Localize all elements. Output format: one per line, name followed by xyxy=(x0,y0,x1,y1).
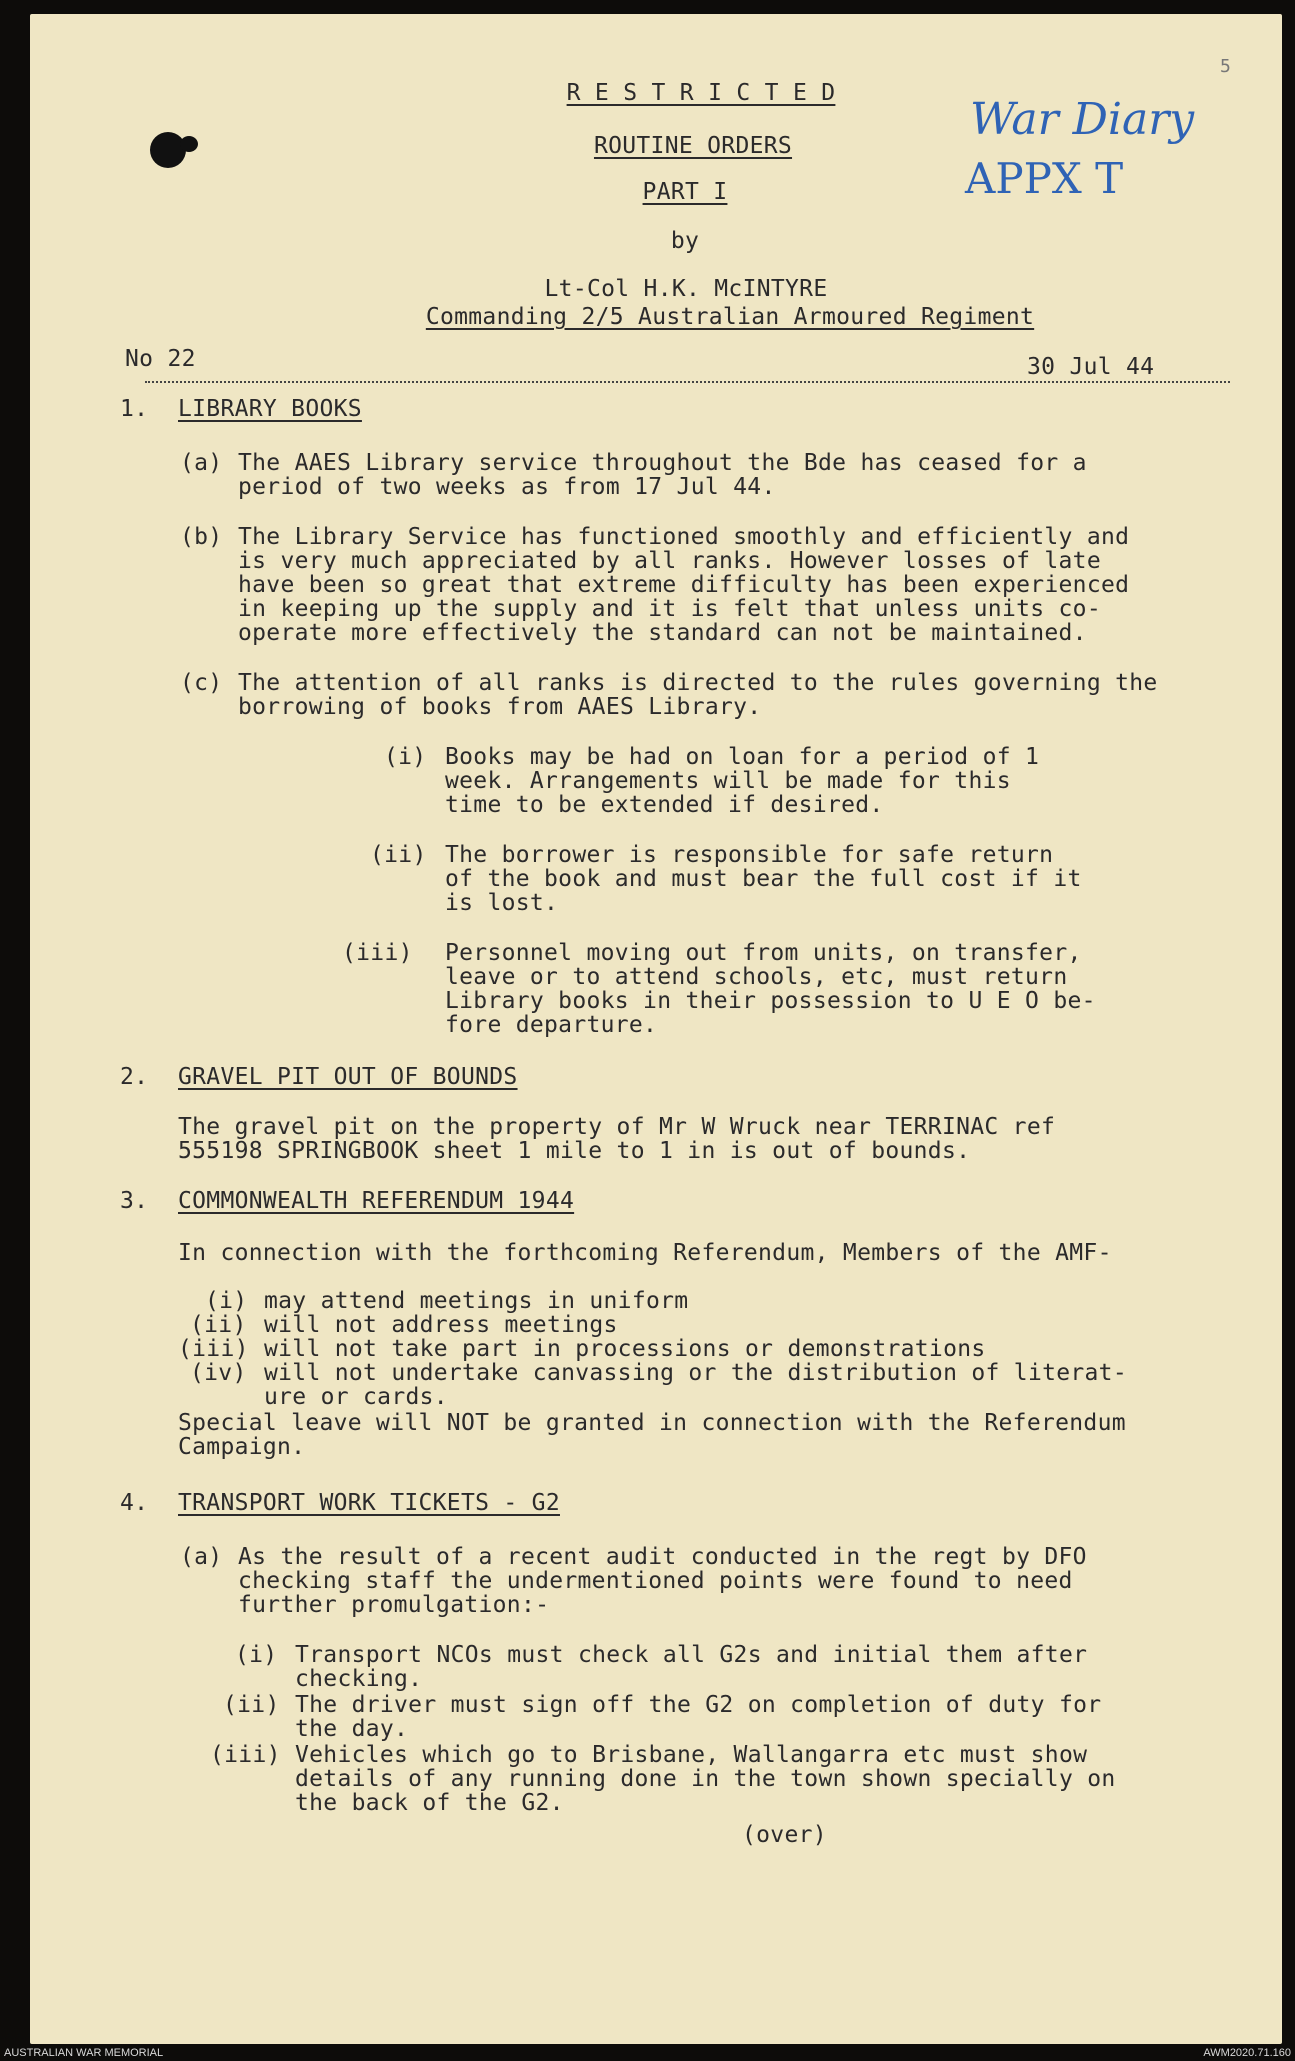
text-line: checking. xyxy=(295,1666,423,1692)
sub-label: (iii) xyxy=(178,1336,249,1362)
text-line: in keeping up the supply and it is felt that unless units co- xyxy=(238,596,1101,622)
order-title: ROUTINE ORDERS xyxy=(593,133,793,159)
sub-label: (i) xyxy=(205,1288,248,1314)
text-line: Campaign. xyxy=(178,1434,306,1460)
text-line: The attention of all ranks is directed to the rules governing the xyxy=(238,670,1158,696)
text-line: time to be extended if desired. xyxy=(445,792,884,818)
text-line: Transport NCOs must check all G2s and initial them after xyxy=(295,1642,1088,1668)
text-line: As the result of a recent audit conducted in the regt by DFO xyxy=(238,1544,1087,1570)
text-line: is lost. xyxy=(445,890,559,916)
ink-blot xyxy=(180,136,198,152)
section-number: 2. xyxy=(120,1064,149,1090)
para-label: (a) xyxy=(180,1544,223,1570)
text-line: The borrower is responsible for safe return xyxy=(445,842,1054,868)
officer-name: Lt-Col H.K. McINTYRE xyxy=(544,276,828,302)
text-line: further promulgation:- xyxy=(238,1592,550,1618)
text-line: is very much appreciated by all ranks. However losses of late xyxy=(238,548,1101,574)
by-line: by xyxy=(670,228,700,254)
text-line: Special leave will NOT be granted in connection with the Referendum xyxy=(178,1410,1126,1436)
section-heading: LIBRARY BOOKS xyxy=(178,396,362,422)
order-part: PART I xyxy=(642,179,728,205)
section-number: 1. xyxy=(120,396,149,422)
text-line: Personnel moving out from units, on transfer, xyxy=(445,940,1082,966)
sub-label: (iii) xyxy=(342,940,413,966)
footer-institution: AUSTRALIAN WAR MEMORIAL xyxy=(4,2047,164,2059)
text-line: the day. xyxy=(295,1716,409,1742)
order-number: No 22 xyxy=(125,346,196,372)
page-mark: 5 xyxy=(1220,56,1232,77)
section-number: 4. xyxy=(120,1490,149,1516)
para-label: (a) xyxy=(180,450,223,476)
sub-label: (iv) xyxy=(190,1360,247,1386)
text-line: Vehicles which go to Brisbane, Wallangarra etc must show xyxy=(295,1742,1088,1768)
sub-label: (ii) xyxy=(190,1312,247,1338)
text-line: The Library Service has functioned smoothly and efficiently and xyxy=(238,524,1130,550)
text-line: will not undertake canvassing or the distribution of literat- xyxy=(264,1360,1127,1386)
sub-label: (ii) xyxy=(223,1692,280,1718)
over-note: (over) xyxy=(742,1822,827,1848)
handwritten-war-diary: War Diary xyxy=(970,94,1195,145)
text-line: will not address meetings xyxy=(264,1312,618,1338)
text-line: fore departure. xyxy=(445,1012,658,1038)
ink-blot xyxy=(150,132,186,168)
footer-accession: AWM2020.71.160 xyxy=(1203,2047,1291,2059)
text-line: have been so great that extreme difficulty has been experienced xyxy=(238,572,1130,598)
para-label: (c) xyxy=(180,670,223,696)
section-heading: GRAVEL PIT OUT OF BOUNDS xyxy=(178,1064,518,1090)
sub-label: (iii) xyxy=(210,1742,281,1768)
text-line: The gravel pit on the property of Mr W Wruck near TERRINAC ref xyxy=(178,1114,1056,1140)
text-line: borrowing of books from AAES Library. xyxy=(238,694,762,720)
text-line: will not take part in processions or demonstrations xyxy=(264,1336,986,1362)
para-label: (b) xyxy=(180,524,223,550)
header-rule xyxy=(145,381,1230,383)
text-line: details of any running done in the town shown specially on xyxy=(295,1766,1116,1792)
document-sheet xyxy=(30,14,1282,2044)
text-line: period of two weeks as from 17 Jul 44. xyxy=(238,474,776,500)
text-line: operate more effectively the standard can not be maintained. xyxy=(238,620,1087,646)
text-line: Books may be had on loan for a period of 1 xyxy=(445,744,1040,770)
handwritten-appendix: APPX T xyxy=(965,154,1124,203)
section-heading: COMMONWEALTH REFERENDUM 1944 xyxy=(178,1188,575,1214)
text-line: Library books in their possession to U E O be- xyxy=(445,988,1096,1014)
text-line: the back of the G2. xyxy=(295,1790,564,1816)
sub-label: (ii) xyxy=(370,842,427,868)
text-line: ure or cards. xyxy=(264,1384,448,1410)
section-heading: TRANSPORT WORK TICKETS - G2 xyxy=(178,1490,560,1516)
text-line: of the book and must bear the full cost if it xyxy=(445,866,1082,892)
text-line: The AAES Library service throughout the Bde has ceased for a xyxy=(238,450,1087,476)
text-line: In connection with the forthcoming Referendum, Members of the AMF- xyxy=(178,1240,1112,1266)
order-date: 30 Jul 44 xyxy=(1027,354,1155,380)
text-line: may attend meetings in uniform xyxy=(264,1288,689,1314)
text-line: week. Arrangements will be made for this xyxy=(445,768,1011,794)
text-line: 555198 SPRINGBOOK sheet 1 mile to 1 in is out of bounds. xyxy=(178,1138,971,1164)
text-line: leave or to attend schools, etc, must return xyxy=(445,964,1068,990)
sub-label: (i) xyxy=(235,1642,278,1668)
unit-name: Commanding 2/5 Australian Armoured Regiment xyxy=(425,304,1035,330)
text-line: The driver must sign off the G2 on completion of duty for xyxy=(295,1692,1102,1718)
sub-label: (i) xyxy=(384,744,427,770)
classification: R E S T R I C T E D xyxy=(566,80,836,106)
section-number: 3. xyxy=(120,1188,149,1214)
text-line: checking staff the undermentioned points were found to need xyxy=(238,1568,1073,1594)
